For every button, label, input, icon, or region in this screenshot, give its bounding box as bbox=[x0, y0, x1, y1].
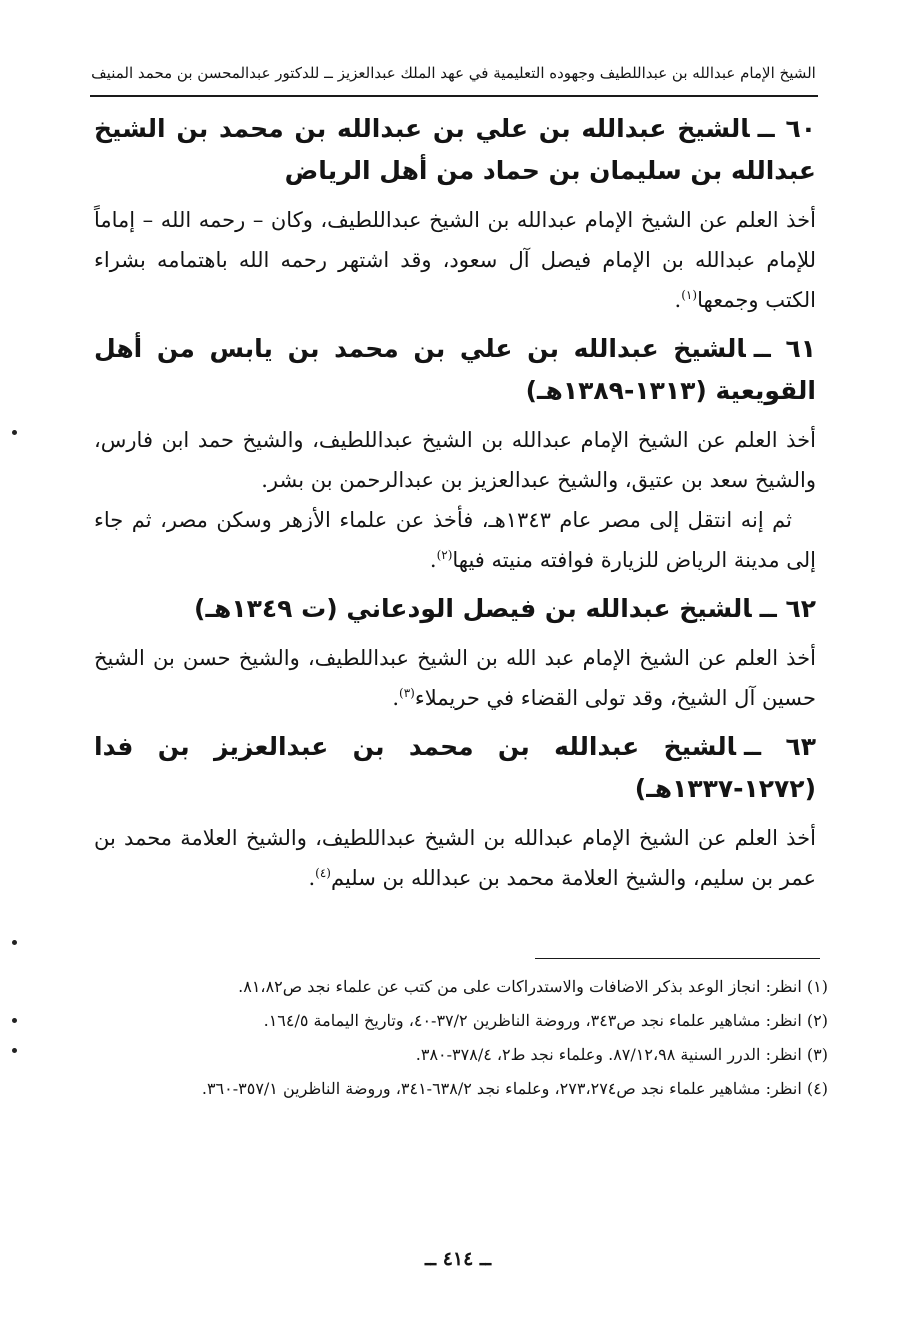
entry-paragraph: أخذ العلم عن الشيخ الإمام عبدالله بن الشيخ عبداللطيف، والشيخ العلامة محمد بن عمر بن سليم، والشيخ العلامة محمد بن عبدالله بن سليم$^{(٤)}$. bbox=[94, 826, 816, 890]
entry-paragraph: أخذ العلم عن الشيخ الإمام عبدالله بن الشيخ عبداللطيف، وكان – رحمه الله – إماماً للإمام عبدالله بن الإمام فيصل آل سعود، وقد اشتهر رحمه الله باهتمامه بشراء الكتب وجمعها$^{(١)}$. bbox=[94, 208, 816, 312]
entry-body-63 bbox=[94, 818, 816, 898]
page-number: ــ ٤١٤ ــ bbox=[424, 1248, 492, 1270]
footnote-3 bbox=[116, 1040, 828, 1070]
entry-number: ٦١ ــ bbox=[753, 334, 816, 363]
footnote-marker: (٢) bbox=[806, 1011, 828, 1030]
footnote-marker: (١) bbox=[806, 977, 828, 996]
main-text bbox=[94, 108, 816, 906]
entry-heading-62 bbox=[94, 588, 816, 630]
footnote-1 bbox=[116, 972, 828, 1002]
footnote-ref: (٢) bbox=[436, 548, 453, 562]
entry-number: ٦٢ ــ bbox=[759, 594, 816, 623]
footnote-4 bbox=[116, 1074, 828, 1104]
entry-heading-60 bbox=[94, 108, 816, 192]
entry-body-61 bbox=[94, 420, 816, 580]
footnotes bbox=[116, 972, 828, 1108]
entry-body-62 bbox=[94, 638, 816, 718]
footnote-text: انظر: مشاهير علماء نجد ص٣٤٣، وروضة الناظرين ٣٧/٢-٤٠، وتاريخ اليمامة ١٦٤/٥. bbox=[263, 1011, 802, 1030]
footnote-2 bbox=[116, 1006, 828, 1036]
scan-speck bbox=[12, 430, 17, 435]
paragraph-text: أخذ العلم عن الشيخ الإمام عبدالله بن الشيخ عبداللطيف، وكان – رحمه الله – إماماً للإمام عبدالله بن الإمام فيصل آل سعود، وقد اشتهر رحمه الله باهتمامه بشراء الكتب وجمعها bbox=[94, 208, 816, 312]
entry-paragraph: أخذ العلم عن الشيخ الإمام عبد الله بن الشيخ عبداللطيف، والشيخ حسن بن الشيخ حسين آل الشيخ، وقد تولى القضاء في حريملاء$^{(٣)}$. bbox=[94, 646, 816, 710]
footnote-marker: (٣) bbox=[806, 1045, 828, 1064]
scan-speck bbox=[12, 1018, 17, 1023]
footnote-ref: (٤) bbox=[315, 866, 331, 880]
running-header: الشيخ الإمام عبدالله بن عبداللطيف وجهوده التعليمية في عهد الملك عبدالعزيز ــ للدكتور عبدالمحسن بن محمد المنيف bbox=[91, 64, 816, 82]
footnote-ref: (٣) bbox=[399, 686, 415, 700]
header-rule bbox=[90, 95, 818, 97]
entry-title: الشيخ عبدالله بن فيصل الودعاني (ت ١٣٤٩هـ) bbox=[194, 594, 752, 623]
entry-paragraph: ثم إنه انتقل إلى مصر عام ١٣٤٣هـ، فأخذ عن علماء الأزهر وسكن مصر، ثم جاء إلى مدينة الرياض للزيارة فوافته منيته فيها$^{(٢)}$. bbox=[94, 508, 816, 572]
scan-speck bbox=[12, 940, 17, 945]
entry-title: الشيخ عبدالله بن علي بن عبدالله بن محمد بن الشيخ عبدالله بن سليمان بن حماد من أهل الرياض bbox=[94, 114, 816, 185]
paragraph-text: أخذ العلم عن الشيخ الإمام عبدالله بن الشيخ عبداللطيف، والشيخ العلامة محمد بن عمر بن سليم، والشيخ العلامة محمد بن عبدالله بن سليم bbox=[94, 826, 816, 890]
entry-paragraph: أخذ العلم عن الشيخ الإمام عبدالله بن الشيخ عبداللطيف، والشيخ حمد ابن فارس، والشيخ سعد بن عتيق، والشيخ عبدالعزيز بن عبدالرحمن بن بشر. bbox=[94, 428, 816, 492]
entry-heading-61 bbox=[94, 328, 816, 412]
footnote-ref: (١) bbox=[681, 288, 698, 302]
paragraph-text: أخذ العلم عن الشيخ الإمام عبد الله بن الشيخ عبداللطيف، والشيخ حسن بن الشيخ حسين آل الشيخ، وقد تولى القضاء في حريملاء bbox=[94, 646, 816, 710]
footnote-text: انظر: مشاهير علماء نجد ص٢٧٣،٢٧٤، وعلماء نجد ٦٣٨/٢-٣٤١، وروضة الناظرين ٣٥٧/١-٣٦٠. bbox=[201, 1079, 802, 1098]
footnote-text: انظر: انجاز الوعد بذكر الاضافات والاستدراكات على من كتب عن علماء نجد ص٨١،٨٢. bbox=[238, 977, 802, 996]
footnote-marker: (٤) bbox=[806, 1079, 828, 1098]
entry-number: ٦٣ ــ bbox=[744, 732, 816, 761]
paragraph-text: ثم إنه انتقل إلى مصر عام ١٣٤٣هـ، فأخذ عن علماء الأزهر وسكن مصر، ثم جاء إلى مدينة الرياض للزيارة فوافته منيته فيها bbox=[94, 508, 816, 572]
entry-number: ٦٠ ــ bbox=[757, 114, 817, 143]
entry-title: الشيخ عبدالله بن علي بن محمد بن يابس من أهل القويعية (١٣١٣-١٣٨٩هـ) bbox=[94, 334, 816, 405]
entry-body-60 bbox=[94, 200, 816, 320]
entry-heading-63 bbox=[94, 726, 816, 810]
footnote-text: انظر: الدرر السنية ٨٧/١٢،٩٨. وعلماء نجد ط٢، ٣٧٨/٤-٣٨٠. bbox=[415, 1045, 802, 1064]
footnote-separator bbox=[535, 958, 820, 959]
scan-speck bbox=[12, 1048, 17, 1053]
entry-title: الشيخ عبدالله بن محمد بن عبدالعزيز بن فدا (١٢٧٢-١٣٣٧هـ) bbox=[94, 732, 816, 803]
